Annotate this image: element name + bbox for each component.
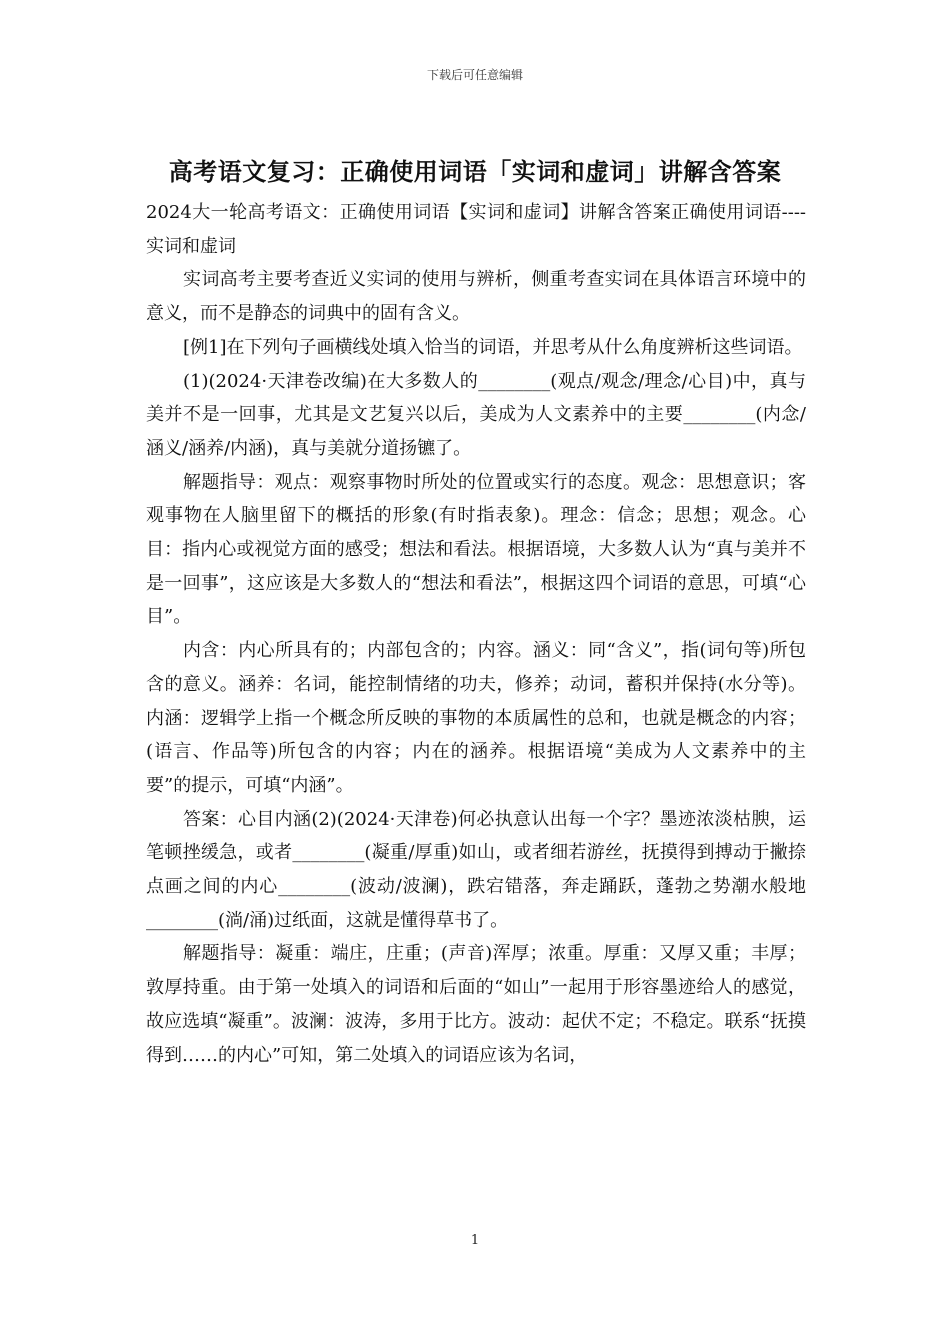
document-title: 高考语文复习：正确使用词语「实词和虚词」讲解含答案 bbox=[168, 158, 782, 186]
body-paragraph: (1)(2024·天津卷改编)在大多数人的________(观点/观念/理念/心目)中，真与美并不是一回事，尤其是文艺复兴以后，美成为人文素养中的主要________(内念/涵义/涵养/内涵)，真与美就分道扬镳了。 bbox=[146, 370, 806, 459]
body-paragraph: 解题指导：观点：观察事物时所处的位置或实行的态度。观念：思想意识；客观事物在人脑里留下的概括的形象(有时指表象)。理念：信念；思想；观念。心目：指内心或视觉方面的感受；想法和看法。根据语境，大多数人认为“真与美并不是一回事”，这应该是大多数人的“想法和看法”，根据这四个词语的意思，可填“心目”。 bbox=[146, 471, 806, 628]
body-paragraph: 解题指导：凝重：端庄，庄重；(声音)浑厚；浓重。厚重：又厚又重；丰厚；敦厚持重。由于第一处填入的词语和后面的“如山”一起用于形容墨迹给人的感觉，故应选填“凝重”。波澜：波涛，多用于比方。波动：起伏不定；不稳定。联系“抚摸得到……的内心”可知，第二处填入的词语应该为名词， bbox=[146, 943, 806, 1066]
document-body bbox=[146, 196, 806, 1072]
body-paragraph: 实词高考主要考查近义实词的使用与辨析，侧重考查实词在具体语言环境中的意义，而不是静态的词典中的固有含义。 bbox=[146, 269, 806, 325]
body-paragraph: 答案：心目内涵(2)(2024·天津卷)何必执意认出每一个字？墨迹浓淡枯腴，运笔顿挫缓急，或者________(凝重/厚重)如山，或者细若游丝，抚摸得到搏动于撇捺点画之间的内心________(波动/波澜)，跌宕错落，奔走踊跃，蓬勃之势潮水般地________(淌/涌)过纸面，这就是懂得草书了。 bbox=[146, 808, 806, 931]
page-header-note: 下载后可任意编辑 bbox=[426, 68, 523, 82]
subtitle-paragraph: 2024大一轮高考语文：正确使用词语【实词和虚词】讲解含答案正确使用词语----实词和虚词 bbox=[146, 202, 806, 257]
body-paragraph: 内含：内心所具有的；内部包含的；内容。涵义：同“含义”，指(词句等)所包含的意义。涵养：名词，能控制情绪的功夫，修养；动词，蓄积并保持(水分等)。内涵：逻辑学上指一个概念所反映的事物的本质属性的总和，也就是概念的内容；(语言、作品等)所包含的内容；内在的涵养。根据语境“美成为人文素养中的主要”的提示，可填“内涵”。 bbox=[146, 640, 806, 796]
body-paragraph: [例1]在下列句子画横线处填入恰当的词语，并思考从什么角度辨析这些词语。 bbox=[183, 336, 803, 358]
page-number: 1 bbox=[470, 1233, 480, 1248]
